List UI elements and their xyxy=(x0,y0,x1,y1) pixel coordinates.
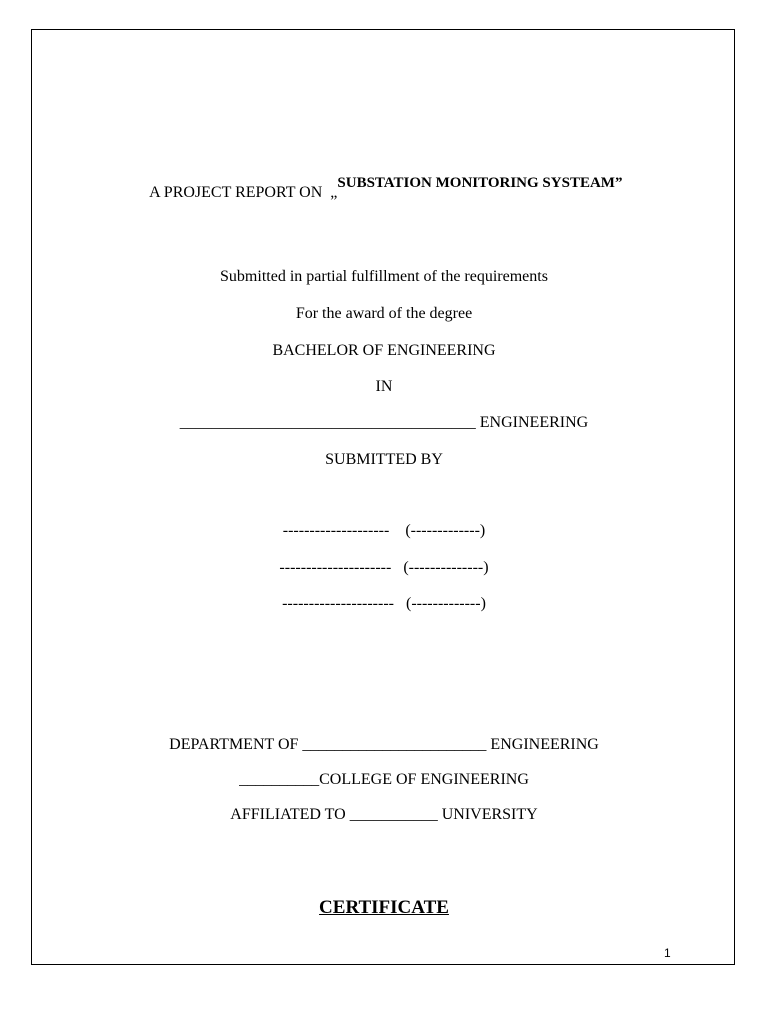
college-line: __________COLLEGE OF ENGINEERING xyxy=(239,771,529,788)
student-entry-3: --------------------- (-------------) xyxy=(282,595,486,612)
report-title xyxy=(142,156,623,201)
affiliation-line: AFFILIATED TO ___________ UNIVERSITY xyxy=(230,806,538,823)
student-entry-2: --------------------- (--------------) xyxy=(279,559,489,576)
in-line: IN xyxy=(375,378,393,395)
certificate-heading: CERTIFICATE xyxy=(319,897,449,918)
report-title-main: SUBSTATION MONITORING SYSTEAM” xyxy=(337,175,623,191)
page-number: 1 xyxy=(664,946,671,960)
degree-line: BACHELOR OF ENGINEERING xyxy=(272,342,496,359)
branch-line: _____________________________________ ENGINEERING xyxy=(179,414,589,431)
award-line: For the award of the degree xyxy=(295,305,473,322)
report-title-prefix: A PROJECT REPORT ON „ xyxy=(149,184,338,201)
student-entry-1: -------------------- (-------------) xyxy=(282,522,486,539)
submitted-partial-line: Submitted in partial fulfillment of the requirements xyxy=(220,268,548,285)
department-line: DEPARTMENT OF _______________________ ENGINEERING xyxy=(169,736,599,753)
submitted-by-line: SUBMITTED BY xyxy=(325,451,443,468)
